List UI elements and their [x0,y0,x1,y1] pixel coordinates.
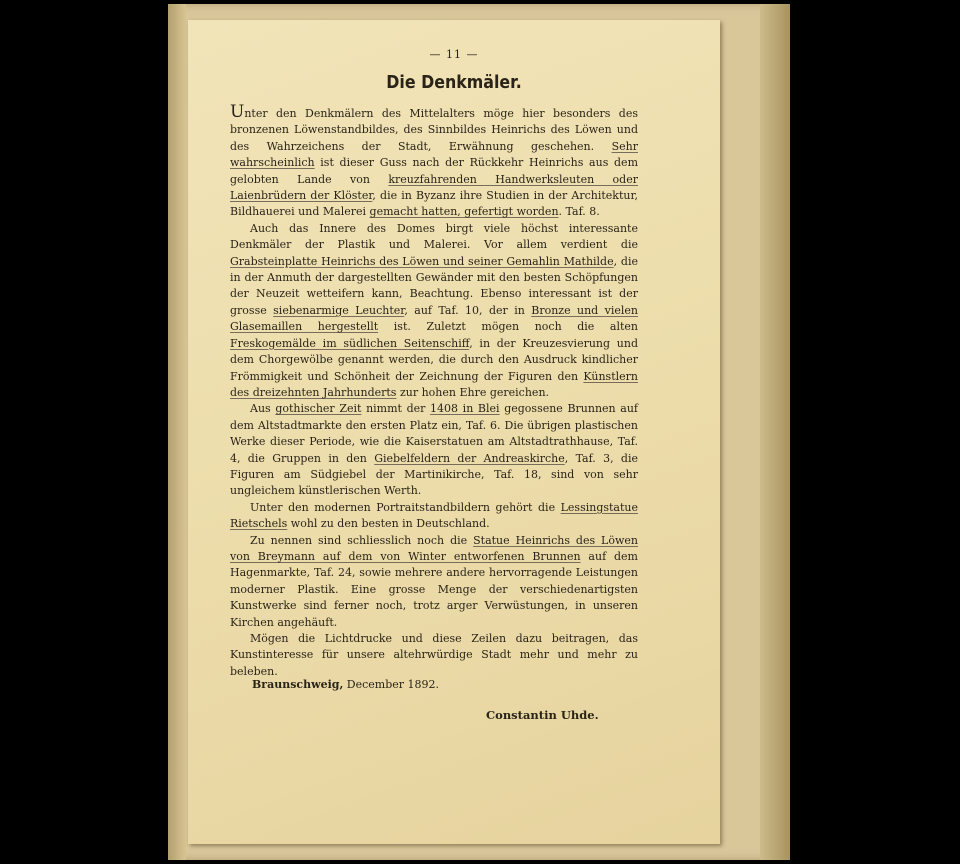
signature: Constantin Uhde. [486,708,599,722]
text-run: Zu nennen sind schliesslich noch die [250,533,474,547]
place-name: Braunschweig, [252,678,344,691]
text-run: ist. Zuletzt mögen noch die alten [378,320,638,334]
text-run: wohl zu den besten in Deutschland. [287,517,490,531]
underlined-text: siebenarmige Leuchter [273,303,405,317]
text-run: , die in Byzanz ihre Studien in der Architektur, Bildhauerei und Malerei [230,189,639,219]
paragraph-2 [230,221,638,401]
text-run: Aus [250,402,276,416]
page-number: — 11 — [429,48,479,61]
page-stack-edge [760,4,790,860]
text-run: Unter den modernen Portraitstandbildern gehört die [250,500,561,514]
paragraph-1 [230,102,639,221]
text-run: auf dem Hagenmarkte, Taf. 24, sowie mehrere andere hervorragende Leistungen moderner Plastik. Eine grosse Menge der verschiedenartigsten Kunstwerke sind ferner noch, trotz arger Verwüstungen, in unseren Kirchen angehäuft. [230,549,638,629]
underlined-text: Sehr wahrscheinlich [230,139,638,170]
text-run: nimmt der [361,402,431,416]
text-run: , auf Taf. 10, der in [404,303,532,317]
paragraph-4 [230,500,638,533]
paragraph-6: Mögen die Lichtdrucke und diese Zeilen dazu beitragen, das Kunstinteresse für unsere altehrwürdige Stadt mehr und mehr zu beleben. [230,632,638,678]
underlined-text: Giebelfeldern der Andreaskirche [374,451,565,465]
paragraph-5 [230,533,638,631]
document-page [188,20,720,844]
underlined-text: 1408 in Blei [430,402,500,416]
text-run: Auch das Innere des Domes birgt viele höchst interessante Denkmäler der Plastik und Malerei. Vor allem verdient die [230,221,638,252]
body-text [230,102,639,680]
text-run: ist dieser Guss nach der Rückkehr Heinrichs aus dem gelobten Lande von [230,156,638,186]
underlined-text: Grabsteinplatte Heinrichs des Löwen und seiner Gemahlin Mathilde [230,254,614,268]
underlined-text: Freskogemälde im südlichen Seitenschiff [230,336,470,350]
underlined-text: Lessingstatue Rietschels [230,500,638,531]
text-run: . Taf. 8. [558,205,600,219]
underlined-text: Statue Heinrichs des Löwen von Breymann auf dem von Winter entworfenen Brunnen [230,533,638,563]
underlined-text: gothischer Zeit [275,402,362,416]
text-run: zur hohen Ehre gereichen. [396,385,550,399]
place-date [252,678,439,691]
text-run: , in der Kreuzesvierung und dem Chorgewölbe genannt werden, die durch den Ausdruck kindlicher Frömmigkeit und Schönheit der Zeichnung der Figuren den [230,336,639,383]
drop-cap: U [230,102,245,122]
text-run: nter den Denkmälern des Mittelalters möge hier besonders des bronzenen Löwenstandbildes, des Sinnbildes Heinrichs des Löwen und des Wahrzeichens der Stadt, Erwähnung geschehen. [230,107,638,153]
date-text: December 1892. [343,678,440,691]
book-spine [168,4,186,860]
underlined-text: kreuzfahrenden Handwerksleuten oder Laienbrüdern der Klöster [230,172,638,203]
underlined-text: Künstlern des dreizehnten Jahrhunderts [230,369,638,399]
text-run: , die in der Anmuth der dargestellten Gewänder mit den besten Schöpfungen der Neuzeit wetteifern kann, Beachtung. Ebenso interessant ist der grosse [230,254,639,317]
page-title: Die Denkmäler. [386,72,522,93]
underlined-text: Bronze und vielen Glasemaillen hergestellt [230,303,639,334]
text-run: gegossene Brunnen auf dem Altstadtmarkte den ersten Platz ein, Taf. 6. Die übrigen plastischen Werke dieser Periode, wie die Kaiserstatuen am Altstadtrathhause, Taf. 4, die Gruppen in den [230,402,639,465]
underlined-text: gemacht hatten, gefertigt worden [369,205,559,219]
paragraph-3 [230,401,638,499]
text-run: , Taf. 3, die Figuren am Südgiebel der Martinikirche, Taf. 18, sind von sehr ungleichem künstlerischen Werth. [230,451,638,498]
